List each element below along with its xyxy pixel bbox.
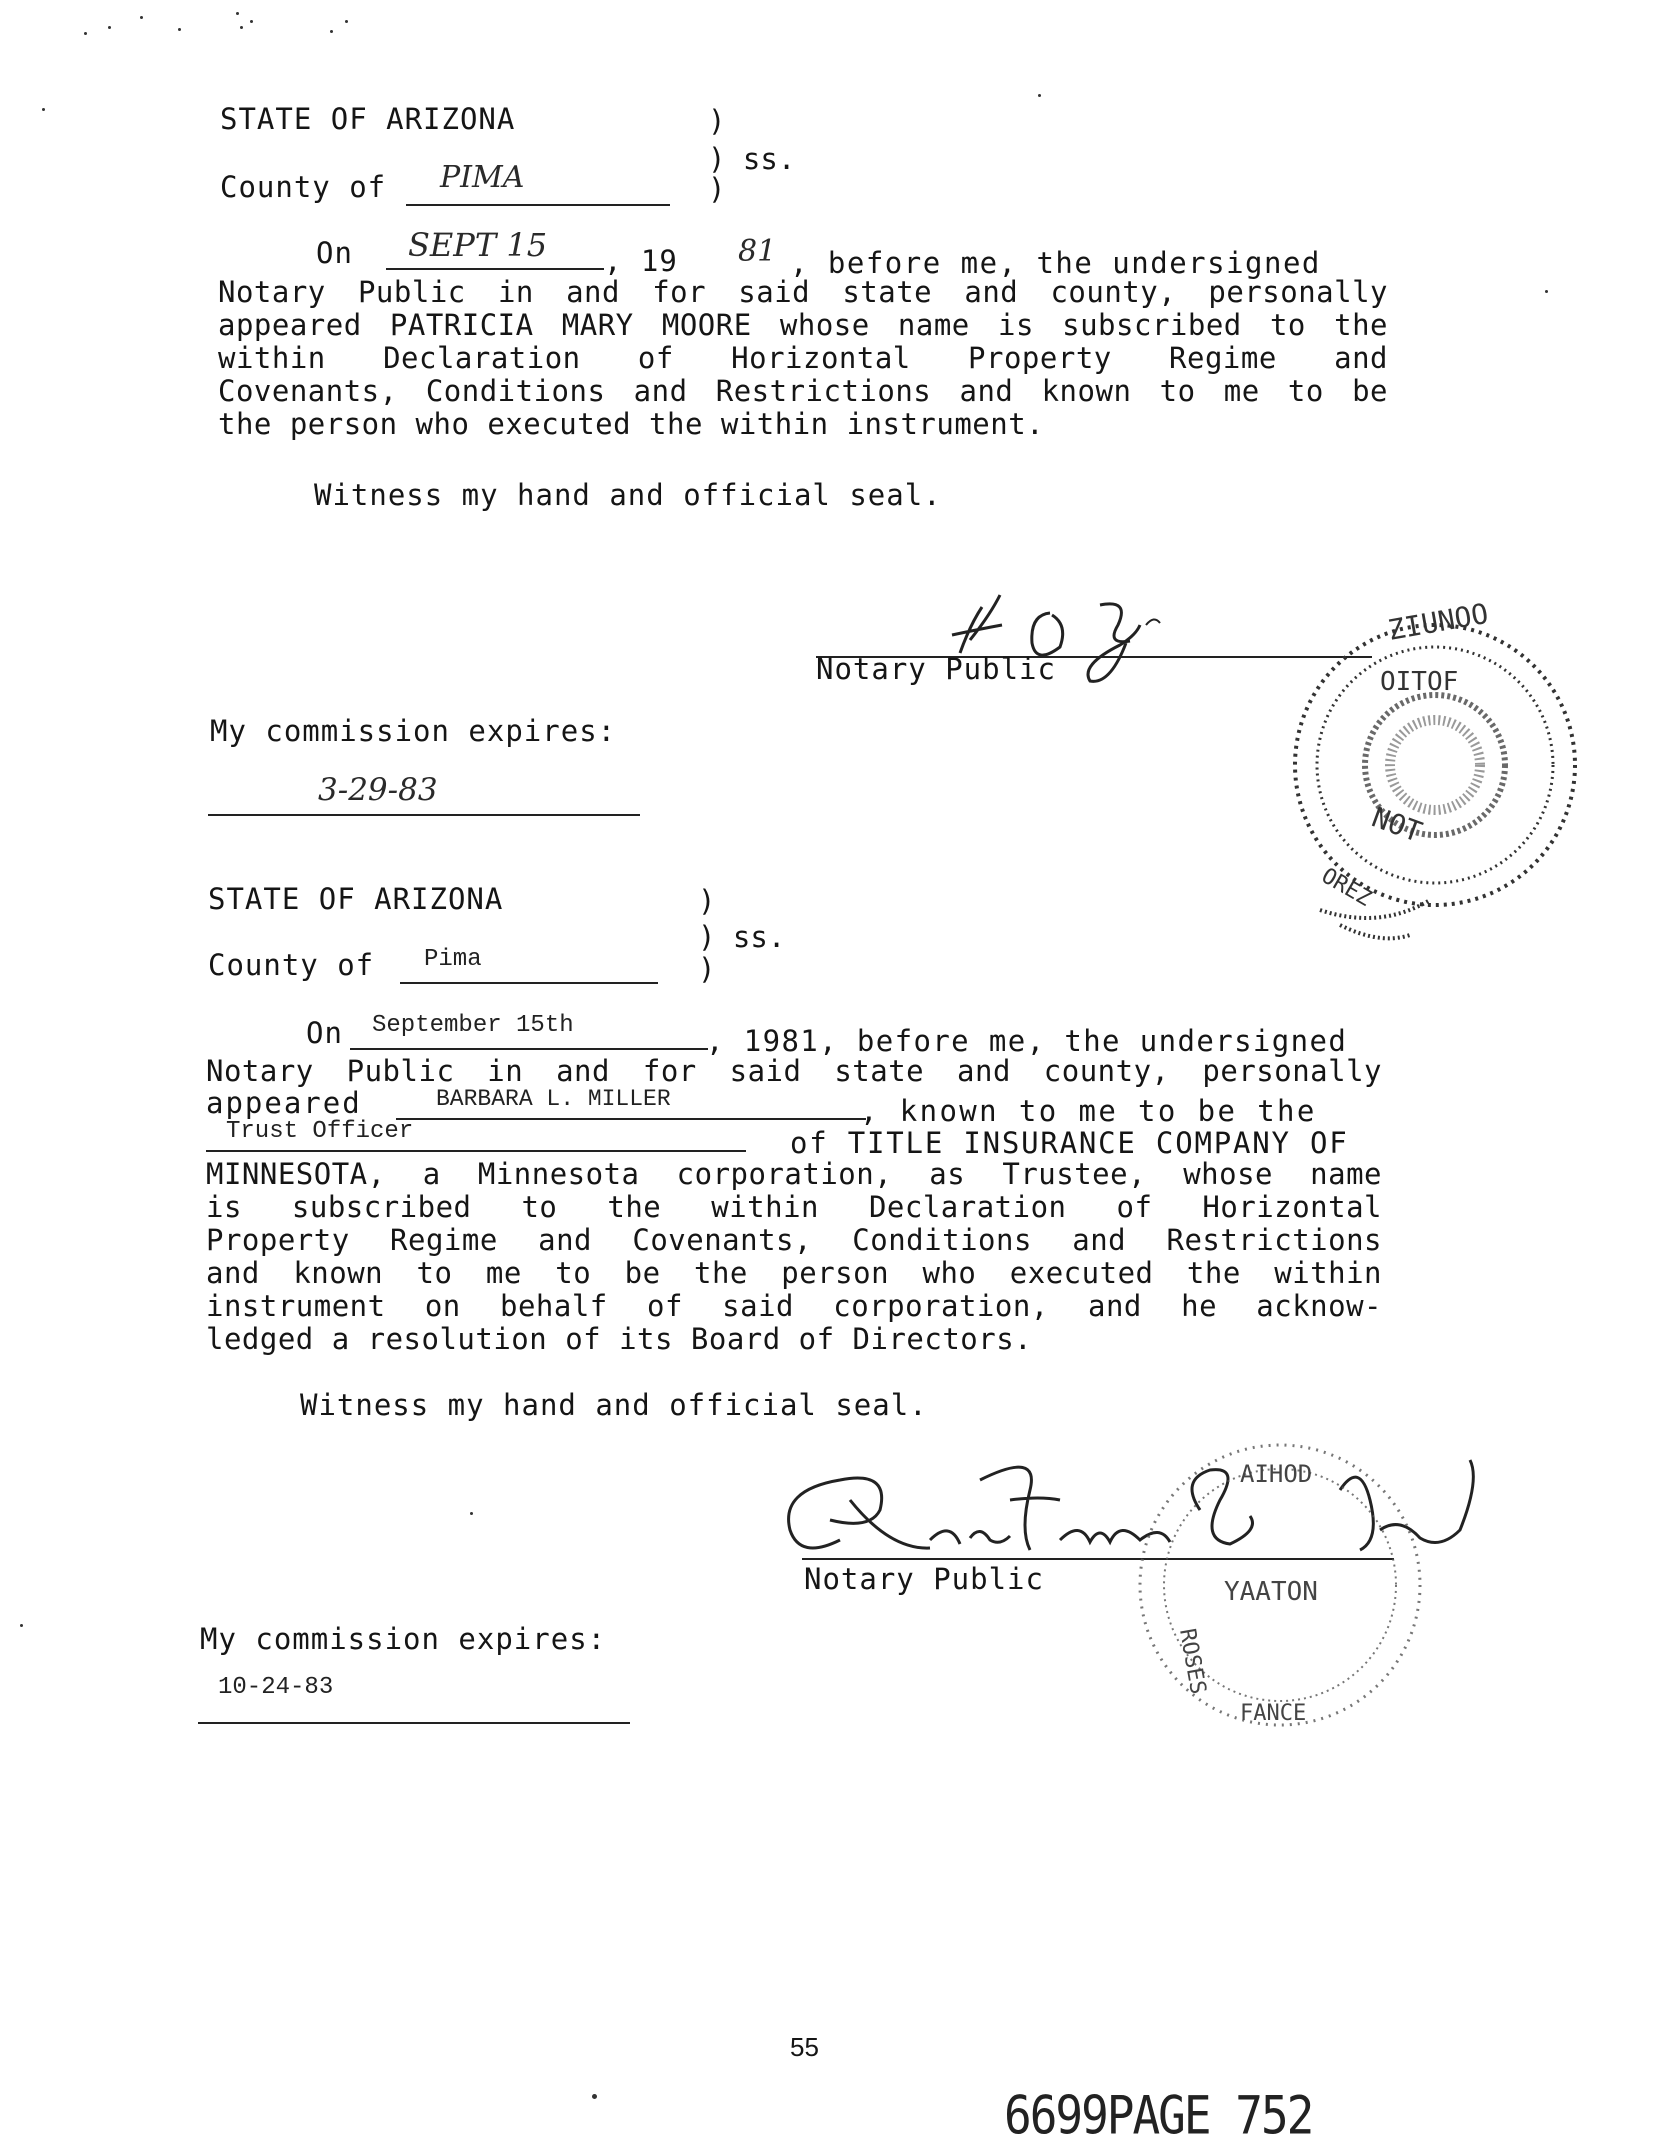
bracket-2a: ) bbox=[698, 884, 716, 918]
paragraph-1 bbox=[218, 276, 1388, 441]
after-year-1: , before me, the undersigned bbox=[790, 246, 1321, 280]
commission-label-1: My commission expires: bbox=[210, 714, 617, 748]
page-number: 55 bbox=[790, 2032, 819, 2062]
para2-line: ledged a resolution of its Board of Directors. bbox=[206, 1322, 1033, 1356]
svg-text:YAATON: YAATON bbox=[1224, 1577, 1318, 1607]
para2-line: is subscribed to the within Declaration of Horizontal bbox=[206, 1190, 1382, 1224]
date-line-2 bbox=[350, 1048, 708, 1050]
bracket-1a: ) bbox=[708, 104, 726, 138]
county-value-2: Pima bbox=[424, 946, 482, 973]
para1-line: the person who executed the within instrument. bbox=[218, 407, 1045, 441]
notary-seal-1 bbox=[1260, 580, 1610, 950]
appeared-line-2 bbox=[396, 1118, 866, 1120]
ss-label-1: ) ss. bbox=[708, 142, 796, 176]
svg-text:OREZ: OREZ bbox=[1317, 863, 1376, 912]
county-line-2 bbox=[400, 982, 658, 984]
appeared-label-2: appeared bbox=[206, 1086, 362, 1120]
para1-line: Covenants, Conditions and Restrictions and known to me to be bbox=[218, 374, 1388, 408]
after-name-2: , known to me to be the bbox=[860, 1094, 1317, 1128]
county-line-1 bbox=[406, 204, 670, 206]
para2-line: Property Regime and Covenants, Conditions and Restrictions bbox=[206, 1223, 1382, 1257]
commission-line-1 bbox=[208, 814, 640, 816]
date-typed-2: September 15th bbox=[372, 1012, 574, 1039]
title-typed-2: Trust Officer bbox=[226, 1118, 414, 1145]
on-label-1: On bbox=[316, 236, 353, 270]
state-heading-2: STATE OF ARIZONA bbox=[208, 882, 504, 916]
paragraph-2 bbox=[206, 1158, 1382, 1356]
svg-text:ZIUNOO: ZIUNOO bbox=[1385, 596, 1491, 647]
date-line-1 bbox=[386, 268, 604, 270]
year-handwritten-1: 81 bbox=[738, 234, 777, 269]
notary-seal-2 bbox=[1120, 1420, 1440, 1740]
after-title-2: of TITLE INSURANCE COMPANY OF bbox=[790, 1126, 1349, 1160]
date-handwritten-1: SEPT 15 bbox=[408, 226, 548, 264]
para1-line: Notary Public in and for said state and county, personally bbox=[218, 275, 1388, 309]
witness-line-2: Witness my hand and official seal. bbox=[300, 1388, 928, 1422]
paragraph-2-line2 bbox=[206, 1055, 1382, 1088]
commission-value-2: 10-24-83 bbox=[218, 1674, 334, 1701]
witness-line-1: Witness my hand and official seal. bbox=[314, 478, 942, 512]
title-line-2 bbox=[206, 1150, 746, 1152]
county-label-2: County of bbox=[208, 948, 375, 982]
para2-line: Notary Public in and for said state and county, personally bbox=[206, 1054, 1382, 1088]
para2-line: and known to me to be the person who executed the within bbox=[206, 1256, 1382, 1290]
svg-text:AIHOD: AIHOD bbox=[1240, 1460, 1313, 1488]
notary-label-2: Notary Public bbox=[804, 1562, 1044, 1596]
svg-text:NOT: NOT bbox=[1367, 800, 1427, 849]
para1-line: within Declaration of Horizontal Property Regime and bbox=[218, 341, 1388, 375]
bracket-2c: ) bbox=[698, 952, 716, 986]
on-label-2: On bbox=[306, 1016, 343, 1050]
notary-label-1: Notary Public bbox=[816, 652, 1056, 686]
year-prefix-1: , 19 bbox=[604, 244, 678, 278]
appeared-name-2: BARBARA L. MILLER bbox=[436, 1086, 671, 1112]
para1-line: appeared PATRICIA MARY MOORE whose name is subscribed to the bbox=[218, 308, 1388, 342]
county-label-1: County of bbox=[220, 170, 387, 204]
para2-line: instrument on behalf of said corporation, and he acknow- bbox=[206, 1289, 1382, 1323]
docket-stamp: 6699PAGE 752 bbox=[1004, 2083, 1313, 2146]
svg-text:ROSES: ROSES bbox=[1174, 1626, 1211, 1697]
commission-line-2 bbox=[198, 1722, 630, 1724]
bracket-1c: ) bbox=[708, 172, 726, 206]
svg-text:FANCE: FANCE bbox=[1240, 1701, 1307, 1726]
county-value-1: PIMA bbox=[440, 160, 525, 195]
state-heading-1: STATE OF ARIZONA bbox=[220, 102, 516, 136]
commission-label-2: My commission expires: bbox=[200, 1622, 607, 1656]
svg-text:OITOF: OITOF bbox=[1380, 667, 1459, 697]
para2-line: MINNESOTA, a Minnesota corporation, as Trustee, whose name bbox=[206, 1157, 1382, 1191]
after-date-2: , 1981, before me, the undersigned bbox=[706, 1024, 1348, 1058]
ss-label-2: ) ss. bbox=[698, 920, 786, 954]
commission-value-1: 3-29-83 bbox=[318, 772, 438, 808]
